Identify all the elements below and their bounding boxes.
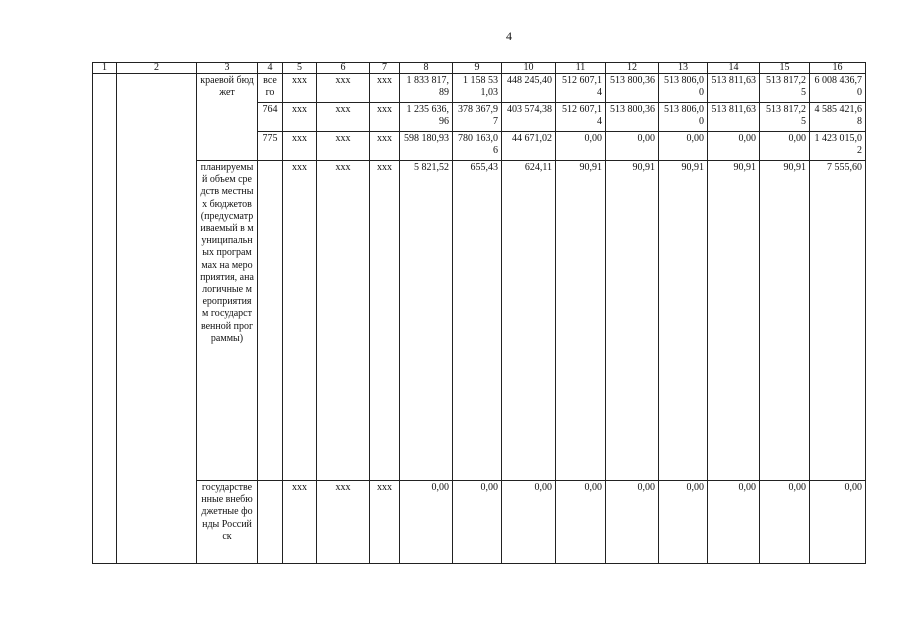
- page-number: 4: [506, 29, 512, 43]
- table-cell: 6 008 436,70: [810, 74, 866, 103]
- column-header: 14: [708, 63, 760, 74]
- table-cell: 0,00: [400, 481, 453, 564]
- table-cell: 378 367,97: [453, 103, 502, 132]
- table-cell: 4 585 421,68: [810, 103, 866, 132]
- column-header: 11: [556, 63, 606, 74]
- table-cell: ххх: [317, 161, 370, 481]
- table-cell: 1 158 531,03: [453, 74, 502, 103]
- table-cell: 0,00: [659, 132, 708, 161]
- table-cell: 512 607,14: [556, 74, 606, 103]
- table-cell: 0,00: [760, 481, 810, 564]
- table-cell: 1 423 015,02: [810, 132, 866, 161]
- table-cell: ххх: [370, 103, 400, 132]
- table-cell: ххх: [370, 481, 400, 564]
- table-cell: 513 811,63: [708, 103, 760, 132]
- row-label: краевой бюджет: [197, 74, 258, 161]
- column-header: 5: [283, 63, 317, 74]
- table-cell: 1 235 636,96: [400, 103, 453, 132]
- table-cell: 90,91: [659, 161, 708, 481]
- table-row-gvf: [93, 481, 866, 564]
- table-cell: 0,00: [606, 132, 659, 161]
- table-cell: 7 555,60: [810, 161, 866, 481]
- table-cell-col2: [117, 74, 197, 564]
- table-cell: 655,43: [453, 161, 502, 481]
- table-cell: 0,00: [502, 481, 556, 564]
- column-header: 15: [760, 63, 810, 74]
- column-header: 12: [606, 63, 659, 74]
- table-cell: 513 811,63: [708, 74, 760, 103]
- column-header: 10: [502, 63, 556, 74]
- table-cell: все го: [258, 74, 283, 103]
- table-cell: 90,91: [760, 161, 810, 481]
- table-cell: [258, 481, 283, 564]
- table-cell: 764: [258, 103, 283, 132]
- table-cell: 0,00: [810, 481, 866, 564]
- table-row-kraevoy: [93, 74, 866, 103]
- table-cell: ххх: [283, 161, 317, 481]
- column-header: 16: [810, 63, 866, 74]
- table-cell: 90,91: [708, 161, 760, 481]
- table-cell: ххх: [283, 103, 317, 132]
- table-row-planned: [93, 161, 866, 481]
- table-cell: ххх: [283, 132, 317, 161]
- row-label: планируемый объем средств местных бюджетов (предусматриваемый в муниципальных программах на мероприятия, аналогичные мероприятиям государственной программы): [197, 161, 258, 481]
- column-header: 8: [400, 63, 453, 74]
- column-header: 7: [370, 63, 400, 74]
- column-header: 2: [117, 63, 197, 74]
- table-cell: 0,00: [708, 481, 760, 564]
- column-header: 9: [453, 63, 502, 74]
- table-cell: 448 245,40: [502, 74, 556, 103]
- table-cell: 0,00: [708, 132, 760, 161]
- column-header: 3: [197, 63, 258, 74]
- budget-table: [92, 62, 866, 564]
- table-cell: 513 806,00: [659, 74, 708, 103]
- table-cell: 0,00: [659, 481, 708, 564]
- table-cell: ххх: [317, 132, 370, 161]
- table-cell: ххх: [317, 103, 370, 132]
- table-cell: 513 806,00: [659, 103, 708, 132]
- column-header: 1: [93, 63, 117, 74]
- row-label: государственные внебюджетные фонды Российск: [197, 481, 258, 564]
- table-cell: 512 607,14: [556, 103, 606, 132]
- table-cell: 0,00: [556, 132, 606, 161]
- table-cell: ххх: [317, 481, 370, 564]
- table-cell: 90,91: [556, 161, 606, 481]
- table-cell: 624,11: [502, 161, 556, 481]
- column-header: 13: [659, 63, 708, 74]
- table-cell: 513 800,36: [606, 103, 659, 132]
- table-cell: 780 163,06: [453, 132, 502, 161]
- table-cell: ххх: [283, 481, 317, 564]
- table-cell: 5 821,52: [400, 161, 453, 481]
- table-cell: 513 817,25: [760, 103, 810, 132]
- table-cell: 0,00: [606, 481, 659, 564]
- table-cell: 90,91: [606, 161, 659, 481]
- table-cell: 513 817,25: [760, 74, 810, 103]
- header-row: [93, 63, 866, 74]
- table-cell: ххх: [370, 132, 400, 161]
- table-cell: ххх: [370, 161, 400, 481]
- table-cell: 403 574,38: [502, 103, 556, 132]
- table-cell: ххх: [370, 74, 400, 103]
- table-cell: ххх: [317, 74, 370, 103]
- table-cell: 598 180,93: [400, 132, 453, 161]
- table-cell-col1: [93, 74, 117, 564]
- table-cell: 0,00: [453, 481, 502, 564]
- table-cell: 1 833 817,89: [400, 74, 453, 103]
- table-cell: 44 671,02: [502, 132, 556, 161]
- table-cell: 513 800,36: [606, 74, 659, 103]
- column-header: 6: [317, 63, 370, 74]
- column-header: 4: [258, 63, 283, 74]
- table-cell: 0,00: [760, 132, 810, 161]
- table-cell: [258, 161, 283, 481]
- table-cell: ххх: [283, 74, 317, 103]
- table-cell: 775: [258, 132, 283, 161]
- table-cell: 0,00: [556, 481, 606, 564]
